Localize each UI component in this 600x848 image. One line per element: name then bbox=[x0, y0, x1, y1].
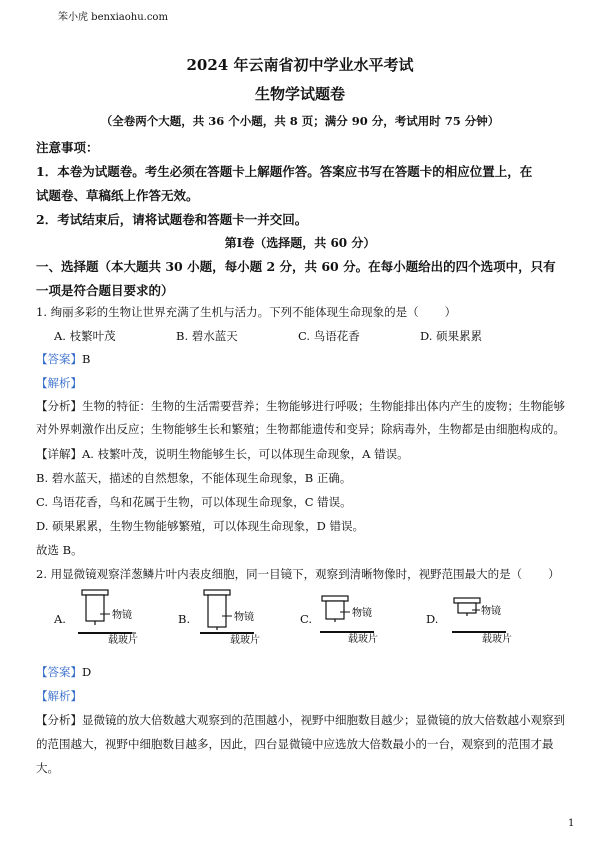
q1-stem-text: 1. 绚丽多彩的生物让世界充满了生机与活力。下列不能体现生命现象的是（ bbox=[36, 305, 419, 319]
q2-stem-text: 2. 用显微镜观察洋葱鳞片叶内表皮细胞，同一目镜下，观察到清晰物像时，视野范围最大的是（ bbox=[36, 567, 523, 581]
q2-d-lens-label: 物镜 bbox=[481, 606, 501, 617]
q1-stem bbox=[36, 304, 456, 320]
part1-instruction: 一、选择题（本大题共 30 小题，每小题 2 分，共 60 分。在每小题给出的四个选项中，只有 bbox=[36, 259, 556, 274]
q2-answer-value: D bbox=[82, 665, 92, 679]
q1-answer-tag: 【答案】 bbox=[36, 352, 82, 366]
q2-a-slide-label: 载玻片 bbox=[108, 635, 138, 644]
q1-option-c: C. 鸟语花香 bbox=[298, 329, 360, 343]
notice-heading: 注意事项： bbox=[36, 140, 99, 155]
q1-xiangjie-b: B. 碧水蓝天，描述的自然想象，不能体现生命现象，B 正确。 bbox=[36, 471, 352, 485]
q1-xiangjie bbox=[36, 446, 409, 462]
q2-option-c-letter: C. bbox=[300, 612, 313, 626]
page-number: 1 bbox=[568, 818, 575, 829]
q2-c-lens-label: 物镜 bbox=[352, 608, 372, 619]
q1-analysis-tag: 【解析】 bbox=[36, 376, 82, 390]
q2-stem-close: ） bbox=[548, 567, 560, 581]
q2-b-lens-label: 物镜 bbox=[234, 612, 254, 623]
q2-fenxi bbox=[36, 712, 565, 728]
q1-xiangjie-d: D. 硕果累累，生物生物能够繁殖，可以体现生命现象，D 错误。 bbox=[36, 519, 364, 533]
exam-info: （全卷两个大题，共 36 个小题，共 8 页；满分 90 分，考试用时 75 分钟） bbox=[100, 114, 500, 128]
q1-fenxi bbox=[36, 398, 565, 414]
q2-option-d-diagram bbox=[448, 592, 558, 644]
q2-stem bbox=[36, 566, 560, 582]
q2-a-lens-label: 物镜 bbox=[112, 610, 132, 621]
q2-option-b-diagram bbox=[196, 588, 306, 644]
q1-fenxi-cont: 对外界刺激作出反应；生物能够生长和繁殖；生物都能遗传和变异；除病毒外，生物都是由细胞构成的。 bbox=[36, 422, 565, 436]
q1-stem-close: ） bbox=[444, 305, 457, 319]
section-title: 第Ⅰ卷（选择题，共 60 分） bbox=[224, 236, 376, 250]
q2-fenxi-text: 显微镜的放大倍数越大观察到的范围越小，视野中细胞数目越少；显微镜的放大倍数越小观察到 bbox=[82, 713, 565, 727]
notice-item-2: 2．考试结束后，请将试题卷和答题卡一并交回。 bbox=[36, 212, 308, 227]
q1-answer-value: B bbox=[82, 352, 91, 366]
q2-answer bbox=[36, 664, 91, 680]
q1-xiangjie-tag: 【详解】 bbox=[36, 447, 82, 461]
q2-option-a-letter: A. bbox=[54, 612, 66, 626]
q2-option-a-diagram bbox=[70, 588, 180, 644]
q2-fenxi-tag: 【分析】 bbox=[36, 713, 82, 727]
q2-option-d-letter: D. bbox=[426, 612, 439, 626]
site-watermark: 笨小虎 benxiaohu.com bbox=[58, 12, 168, 23]
q2-fenxi-cont-2: 大。 bbox=[36, 761, 59, 775]
q1-option-b: B. 碧水蓝天 bbox=[176, 329, 238, 343]
part1-instruction-cont: 一项是符合题目要求的） bbox=[36, 283, 174, 298]
q2-option-c-diagram bbox=[318, 588, 428, 644]
notice-item-1: 1．本卷为试题卷。考生必须在答题卡上解题作答。答案应书写在答题卡的相应位置上，在 bbox=[36, 164, 533, 179]
q2-option-b-letter: B. bbox=[178, 612, 191, 626]
q1-conclusion: 故选 B。 bbox=[36, 543, 83, 557]
q1-xiangjie-c: C. 鸟语花香，鸟和花属于生物，可以体现生命现象，C 错误。 bbox=[36, 495, 352, 509]
q2-c-slide-label: 载玻片 bbox=[348, 634, 378, 644]
q1-answer bbox=[36, 351, 90, 367]
q2-fenxi-cont: 的范围越大，视野中细胞数目越多，因此，四台显微镜中应选放大倍数最小的一台，观察到的范围才最 bbox=[36, 737, 554, 751]
exam-title: 2024 年云南省初中学业水平考试 bbox=[186, 56, 414, 74]
q2-d-slide-label: 载玻片 bbox=[482, 634, 512, 644]
q2-answer-tag: 【答案】 bbox=[36, 665, 82, 679]
notice-item-1-cont: 试题卷、草稿纸上作答无效。 bbox=[36, 188, 199, 203]
exam-subtitle: 生物学试题卷 bbox=[254, 85, 345, 103]
q1-xiangjie-a: A. 枝繁叶茂，说明生物能够生长，可以体现生命现象，A 错误。 bbox=[82, 447, 409, 461]
q1-option-d: D. 硕果累累 bbox=[420, 329, 483, 343]
q1-fenxi-tag: 【分析】 bbox=[36, 399, 82, 413]
q2-analysis-tag: 【解析】 bbox=[36, 689, 82, 703]
q1-fenxi-text: 生物的特征：生物的生活需要营养；生物能够进行呼吸；生物能排出体内产生的废物；生物能够 bbox=[82, 399, 565, 413]
q1-option-a: A. 枝繁叶茂 bbox=[54, 329, 116, 343]
q2-b-slide-label: 载玻片 bbox=[230, 635, 260, 644]
